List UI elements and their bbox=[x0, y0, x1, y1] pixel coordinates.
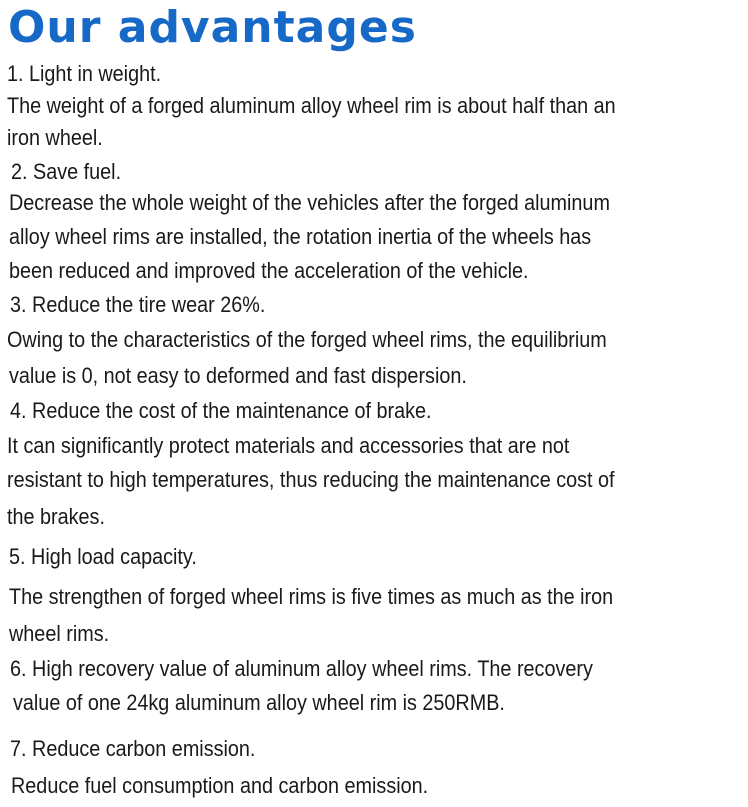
item-5-body-line-2: wheel rims. bbox=[9, 621, 110, 646]
item-5-body-line-1: The strengthen of forged wheel rims is five times as much as the iron bbox=[9, 584, 614, 609]
item-3-body-line-2: value is 0, not easy to deformed and fast dispersion. bbox=[9, 363, 467, 388]
item-2-body-line-2: alloy wheel rims are installed, the rotation inertia of the wheels has bbox=[9, 224, 592, 249]
item-1-body-line-2: iron wheel. bbox=[7, 125, 103, 150]
item-2-body-line-1: Decrease the whole weight of the vehicles after the forged aluminum bbox=[9, 190, 610, 215]
item-3-body-line-1: Owing to the characteristics of the forged wheel rims, the equilibrium bbox=[7, 327, 607, 352]
item-3-heading: 3. Reduce the tire wear 26%. bbox=[10, 292, 266, 317]
item-6-heading: 6. High recovery value of aluminum alloy wheel rims. The recovery bbox=[10, 656, 593, 681]
item-5-heading: 5. High load capacity. bbox=[9, 544, 197, 569]
item-7-heading: 7. Reduce carbon emission. bbox=[10, 736, 256, 761]
item-7-body-line-1: Reduce fuel consumption and carbon emission. bbox=[11, 773, 429, 798]
item-4-body-line-3: the brakes. bbox=[7, 504, 105, 529]
item-4-body-line-2: resistant to high temperatures, thus reducing the maintenance cost of bbox=[7, 467, 615, 492]
item-1-body-line-1: The weight of a forged aluminum alloy wheel rim is about half than an bbox=[7, 93, 616, 118]
item-6-body-line-1: value of one 24kg aluminum alloy wheel rim is 250RMB. bbox=[13, 690, 505, 715]
item-2-body-line-3: been reduced and improved the acceleration of the vehicle. bbox=[9, 258, 529, 283]
item-2-heading: 2. Save fuel. bbox=[11, 159, 122, 184]
item-1-heading: 1. Light in weight. bbox=[7, 61, 162, 86]
item-4-body-line-1: It can significantly protect materials and accessories that are not bbox=[7, 433, 570, 458]
item-4-heading: 4. Reduce the cost of the maintenance of brake. bbox=[10, 398, 432, 423]
page-title: Our advantages bbox=[8, 2, 417, 53]
